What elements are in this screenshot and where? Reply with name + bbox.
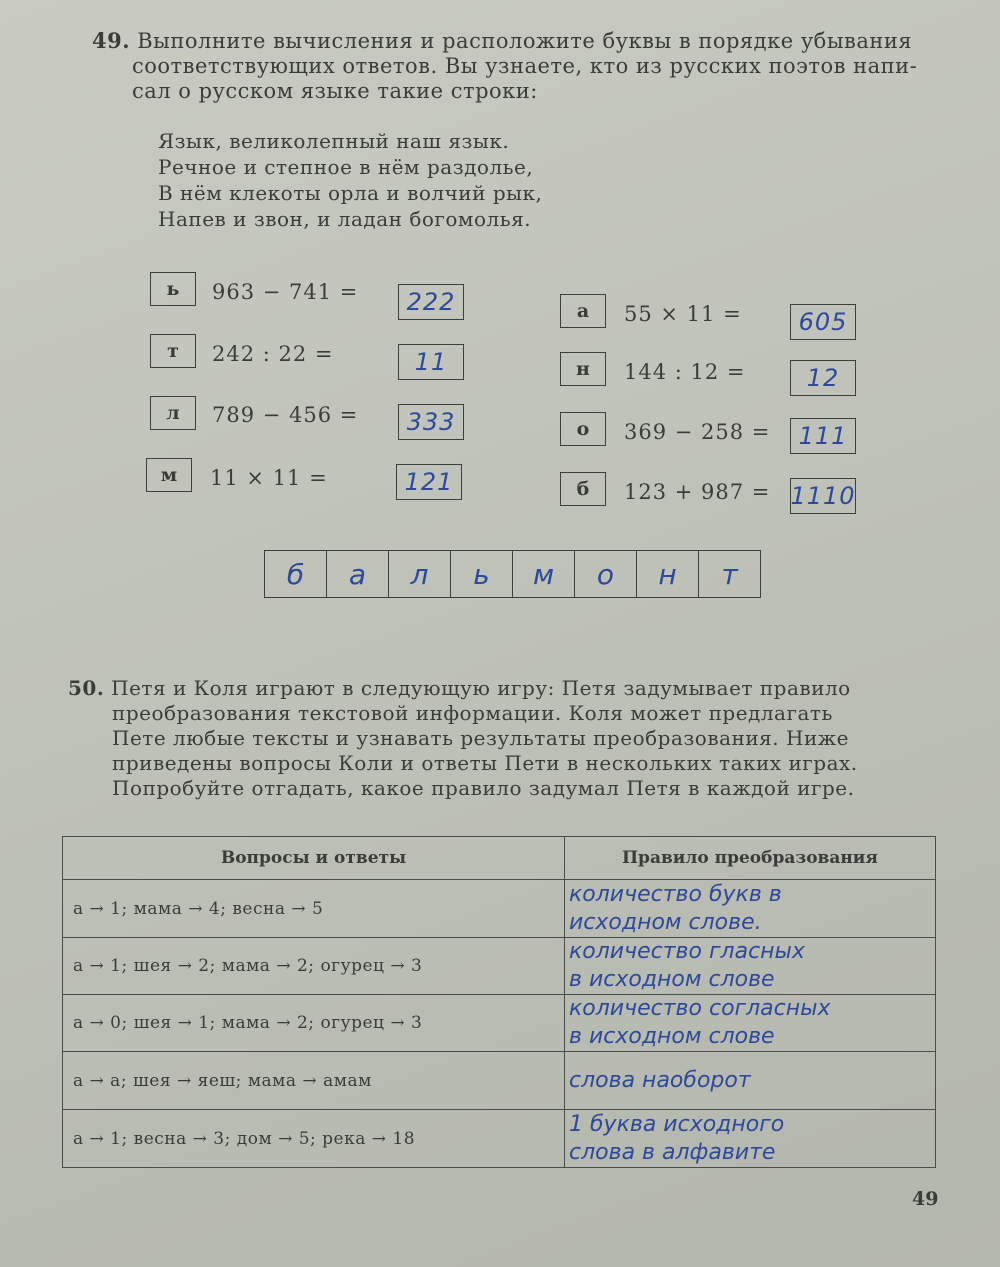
letter-box: м (146, 458, 192, 492)
rule-line: 1 буква исходного (569, 1111, 785, 1137)
expression: 242 : 22 = (212, 342, 334, 366)
answer-value: 605 (798, 308, 848, 336)
task-50-line-4: приведены вопросы Коли и ответы Пети в нескольких таких играх. (112, 751, 858, 775)
task-50-line-3: Пете любые тексты и узнавать результаты преобразования. Ниже (112, 726, 850, 750)
header-questions: Вопросы и ответы (63, 837, 565, 880)
answer-box[interactable] (790, 360, 856, 396)
letter-box: л (150, 396, 196, 430)
answer-box[interactable] (790, 478, 856, 514)
answer-value: 12 (806, 364, 840, 392)
task-50-number: 50. (68, 676, 105, 700)
table-row (63, 995, 936, 1052)
result-cell[interactable]: м (513, 551, 575, 597)
rule-line: количество букв в (569, 881, 782, 907)
rule-line: в исходном слове (569, 1024, 775, 1049)
rule-line: исходном слове. (569, 909, 762, 935)
table-header-row (63, 837, 936, 880)
result-cell[interactable]: н (637, 551, 699, 597)
poem-line: Речное и степное в нём раздолье, (158, 155, 534, 179)
question-cell: а → 1; мама → 4; весна → 5 (63, 880, 565, 938)
result-cell[interactable]: а (327, 551, 389, 597)
letter-box: т (150, 334, 196, 368)
rule-line: слова наоборот (569, 1067, 751, 1093)
rule-line: слова в алфавите (569, 1139, 776, 1165)
answer-box[interactable] (396, 464, 462, 500)
table-row (63, 938, 936, 995)
answer-value: 1110 (790, 482, 856, 510)
rule-cell[interactable] (565, 1052, 936, 1110)
answer-box[interactable] (398, 344, 464, 380)
question-cell: а → а; шея → яеш; мама → амам (63, 1052, 565, 1110)
task-49-line-1: Выполните вычисления и расположите буквы в порядке убывания (137, 29, 913, 53)
result-cell[interactable]: л (389, 551, 451, 597)
letter-box: н (560, 352, 606, 386)
task-50-text (68, 676, 938, 801)
answer-box[interactable] (398, 284, 464, 320)
poem-line: Язык, великолепный наш язык. (158, 129, 510, 153)
poem-line: В нём клекоты орла и волчий рык, (158, 181, 543, 205)
task-49-line-2: соответствующих ответов. Вы узнаете, кто из русских поэтов напи- (132, 54, 918, 78)
rule-line: количество согласных (569, 996, 831, 1021)
expression: 789 − 456 = (212, 403, 359, 427)
expression: 963 − 741 = (212, 280, 359, 304)
task-50-line-1: Петя и Коля играют в следующую игру: Петя задумывает правило (111, 676, 851, 700)
result-cell[interactable]: ь (451, 551, 513, 597)
answer-value: 121 (404, 468, 454, 496)
table-row (63, 1110, 936, 1168)
rule-cell[interactable] (565, 1110, 936, 1168)
answer-value: 11 (414, 348, 448, 376)
rule-line: количество гласных (569, 939, 805, 964)
answer-value: 333 (406, 408, 456, 436)
letter-box: ь (150, 272, 196, 306)
task-49-text (92, 28, 942, 104)
rule-cell[interactable] (565, 995, 936, 1052)
task-49-line-3: сал о русском языке такие строки: (132, 79, 538, 103)
answer-box[interactable] (790, 418, 856, 454)
header-rule: Правило преобразования (565, 837, 936, 880)
question-cell: а → 1; шея → 2; мама → 2; огурец → 3 (63, 938, 565, 995)
letter-box: б (560, 472, 606, 506)
poem (158, 128, 542, 232)
task-50-line-5: Попробуйте отгадать, какое правило задумал Петя в каждой игре. (112, 776, 855, 800)
answer-box[interactable] (790, 304, 856, 340)
result-cell[interactable]: т (721, 557, 738, 591)
table-row (63, 1052, 936, 1110)
rules-table (62, 836, 936, 1168)
letter-box: а (560, 294, 606, 328)
result-strip (264, 550, 761, 598)
task-49-number: 49. (92, 28, 131, 53)
poem-line: Напев и звон, и ладан богомолья. (158, 207, 532, 231)
answer-box[interactable] (398, 404, 464, 440)
rule-cell[interactable] (565, 938, 936, 995)
expression: 123 + 987 = (624, 480, 771, 504)
expression: 55 × 11 = (624, 302, 742, 326)
table-row (63, 880, 936, 938)
page-number: 49 (912, 1188, 939, 1210)
rule-line: в исходном слове (569, 967, 775, 992)
expression: 369 − 258 = (624, 420, 771, 444)
answer-value: 111 (798, 422, 848, 450)
result-cell[interactable]: б (265, 551, 327, 597)
question-cell: а → 1; весна → 3; дом → 5; река → 18 (63, 1110, 565, 1168)
letter-box: о (560, 412, 606, 446)
expression: 144 : 12 = (624, 360, 746, 384)
result-cell[interactable]: о (575, 551, 637, 597)
expression: 11 × 11 = (210, 466, 328, 490)
question-cell: а → 0; шея → 1; мама → 2; огурец → 3 (63, 995, 565, 1052)
task-50-line-2: преобразования текстовой информации. Коля может предлагать (112, 701, 833, 725)
answer-value: 222 (406, 288, 456, 316)
rule-cell[interactable] (565, 880, 936, 938)
